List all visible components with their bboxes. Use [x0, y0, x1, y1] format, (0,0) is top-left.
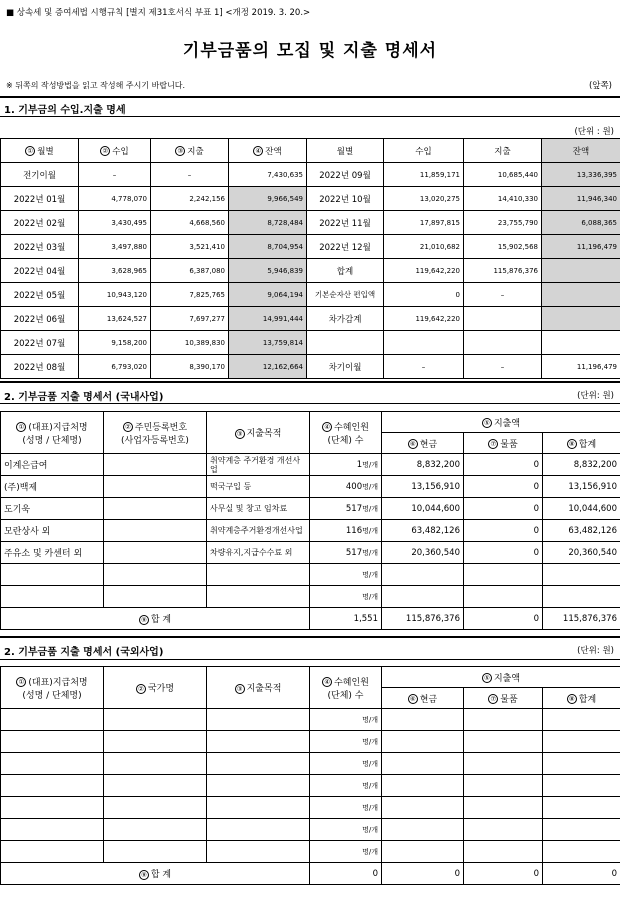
cash-cell	[382, 819, 464, 841]
total-sum: 115,876,376	[543, 608, 620, 630]
recipient-cell	[1, 731, 104, 753]
count-cell	[310, 819, 382, 841]
count-cell	[310, 797, 382, 819]
recipient-cell	[1, 709, 104, 731]
country-cell	[104, 841, 207, 863]
cash-cell	[382, 564, 464, 586]
total-label: ⑨ 합 계	[1, 608, 310, 630]
page-side-label: (앞쪽)	[588, 81, 612, 91]
goods-cell	[464, 709, 543, 731]
header-balance: ④ 잔액	[229, 139, 307, 163]
count-unit: 명/개	[362, 460, 378, 469]
total-cell: 13,156,910	[543, 476, 620, 498]
goods-cell	[464, 797, 543, 819]
total-cell	[543, 709, 620, 731]
country-cell	[104, 819, 207, 841]
cash-cell: 20,360,540	[382, 542, 464, 564]
header-total: ⑧ 합계	[543, 433, 620, 454]
purpose-cell: 차량유지,지급수수료 외	[207, 542, 310, 564]
balance-cell: 12,162,664	[229, 355, 307, 379]
income-cell: 119,642,220	[384, 259, 464, 283]
purpose-cell	[207, 753, 310, 775]
balance-cell: 11,946,340	[542, 187, 620, 211]
count-cell	[310, 775, 382, 797]
count-cell	[310, 564, 382, 586]
expense-cell: 115,876,376	[464, 259, 542, 283]
section-divider	[0, 636, 620, 638]
recipient-cell	[1, 564, 104, 586]
recipient-cell	[1, 797, 104, 819]
month-cell: 2022년 04월	[1, 259, 79, 283]
count-value: 517	[345, 503, 363, 514]
purpose-cell	[207, 731, 310, 753]
count-cell	[310, 586, 382, 608]
expense-cell	[464, 331, 542, 355]
section-divider	[0, 381, 620, 383]
balance-cell: 8,728,484	[229, 211, 307, 235]
expense-cell: 6,387,080	[151, 259, 229, 283]
table-row	[1, 775, 620, 797]
header-regno: ② 주민등록번호 (사업자등록번호)	[104, 412, 207, 454]
month-cell: 2022년 03월	[1, 235, 79, 259]
table-row	[1, 235, 620, 259]
table-row	[1, 753, 620, 775]
table-row	[1, 187, 620, 211]
cash-cell	[382, 841, 464, 863]
goods-cell	[464, 841, 543, 863]
count-unit: 명/개	[362, 570, 378, 579]
expense-cell: 3,521,410	[151, 235, 229, 259]
balance-cell: 13,759,814	[229, 331, 307, 355]
total-goods: 0	[464, 863, 543, 885]
domestic-expense-table	[0, 411, 620, 630]
purpose-cell	[207, 586, 310, 608]
income-cell: 6,793,020	[79, 355, 151, 379]
section2-unit: (단위: 원)	[577, 391, 614, 401]
table-row	[1, 564, 620, 586]
count-value: 1	[356, 459, 363, 470]
purpose-cell	[207, 797, 310, 819]
count-unit: 명/개	[362, 737, 378, 746]
purpose-cell	[207, 819, 310, 841]
month-cell: 2022년 09월	[307, 163, 384, 187]
count-cell	[310, 498, 382, 520]
income-cell: 119,642,220	[384, 307, 464, 331]
balance-cell: 11,196,479	[542, 235, 620, 259]
expense-cell: 2,242,156	[151, 187, 229, 211]
count-cell	[310, 753, 382, 775]
table-row	[1, 498, 620, 520]
cash-cell: 13,156,910	[382, 476, 464, 498]
expense-cell: –	[464, 355, 542, 379]
month-cell: 2022년 11월	[307, 211, 384, 235]
header-income: ② 수입	[79, 139, 151, 163]
regno-cell	[104, 542, 207, 564]
income-cell: 11,859,171	[384, 163, 464, 187]
total-cell	[543, 775, 620, 797]
instruction-note: ※ 뒤쪽의 작성방법을 읽고 작성해 주시기 바랍니다.	[6, 81, 186, 90]
recipient-cell: 주유소 및 카센터 외	[1, 542, 104, 564]
header-expense-2: 지출	[464, 139, 542, 163]
header-count: ④ 수혜인원 (단체) 수	[310, 412, 382, 454]
header-cash: ⑥ 현금	[382, 433, 464, 454]
regno-cell	[104, 586, 207, 608]
month-cell: 전기이월	[1, 163, 79, 187]
section2-heading: 2. 기부금품 지출 명세서 (국내사업)	[4, 392, 164, 403]
income-cell: 3,430,495	[79, 211, 151, 235]
regno-cell	[104, 520, 207, 542]
total-cell: 10,044,600	[543, 498, 620, 520]
cash-cell: 10,044,600	[382, 498, 464, 520]
header-count: ④ 수혜인원 (단체) 수	[310, 667, 382, 709]
header-goods: ⑦ 물품	[464, 433, 543, 454]
table-row	[1, 476, 620, 498]
recipient-cell	[1, 586, 104, 608]
section-divider	[0, 96, 620, 98]
recipient-cell: 도기욱	[1, 498, 104, 520]
expense-cell: 10,389,830	[151, 331, 229, 355]
month-cell: 2022년 07월	[1, 331, 79, 355]
balance-cell	[542, 259, 620, 283]
country-cell	[104, 731, 207, 753]
expense-cell: 23,755,790	[464, 211, 542, 235]
section3-heading: 2. 기부금품 지출 명세서 (국외사업)	[4, 647, 164, 658]
expense-cell: 7,697,277	[151, 307, 229, 331]
month-cell: 기본순자산 편입액	[307, 283, 384, 307]
form-reference: ■ 상속세 및 증여세법 시행규칙 [별지 제31호서식 부표 1] <개정 2019. 3. 20.>	[6, 8, 311, 18]
total-cash: 115,876,376	[382, 608, 464, 630]
expense-cell: 15,902,568	[464, 235, 542, 259]
cash-cell	[382, 753, 464, 775]
cash-cell	[382, 731, 464, 753]
regno-cell	[104, 564, 207, 586]
regno-cell	[104, 498, 207, 520]
total-cell: 20,360,540	[543, 542, 620, 564]
table-row	[1, 797, 620, 819]
count-value: 400	[345, 481, 363, 492]
header-purpose: ③ 지출목적	[207, 412, 310, 454]
count-unit: 명/개	[362, 715, 378, 724]
recipient-cell	[1, 819, 104, 841]
header-month-2: 월별	[307, 139, 384, 163]
purpose-cell	[207, 564, 310, 586]
balance-cell: 7,430,635	[229, 163, 307, 187]
recipient-cell	[1, 753, 104, 775]
recipient-cell: 이계은급여	[1, 454, 104, 476]
country-cell	[104, 775, 207, 797]
count-cell	[310, 841, 382, 863]
country-cell	[104, 753, 207, 775]
income-cell: 0	[384, 283, 464, 307]
goods-cell: 0	[464, 498, 543, 520]
purpose-cell	[207, 775, 310, 797]
regno-cell	[104, 454, 207, 476]
table-row	[1, 709, 620, 731]
count-cell	[310, 476, 382, 498]
total-cell	[543, 586, 620, 608]
count-cell	[310, 731, 382, 753]
section1-heading: 1. 기부금의 수입.지출 명세	[4, 105, 126, 116]
page-title: 기부금품의 모집 및 지출 명세서	[182, 41, 438, 61]
month-cell: 차기이월	[307, 355, 384, 379]
country-cell	[104, 797, 207, 819]
header-expense: ③ 지출	[151, 139, 229, 163]
goods-cell	[464, 753, 543, 775]
header-income-2: 수입	[384, 139, 464, 163]
table-row	[1, 283, 620, 307]
income-cell: 17,897,815	[384, 211, 464, 235]
balance-cell: 9,966,549	[229, 187, 307, 211]
total-count: 1,551	[310, 608, 382, 630]
month-cell	[307, 331, 384, 355]
expense-cell: –	[151, 163, 229, 187]
header-cash: ⑥ 현금	[382, 688, 464, 709]
month-cell: 2022년 02월	[1, 211, 79, 235]
expense-cell: 14,410,330	[464, 187, 542, 211]
total-sum: 0	[543, 863, 620, 885]
header-country: ② 국가명	[104, 667, 207, 709]
cash-cell	[382, 709, 464, 731]
section-divider	[0, 403, 620, 404]
balance-cell: 9,064,194	[229, 283, 307, 307]
goods-cell	[464, 775, 543, 797]
total-cell	[543, 731, 620, 753]
section-divider	[0, 116, 620, 117]
header-balance-2: 잔액	[542, 139, 620, 163]
cash-cell	[382, 775, 464, 797]
count-value: 116	[345, 525, 363, 536]
table-row	[1, 542, 620, 564]
count-cell	[310, 454, 382, 476]
count-unit: 명/개	[362, 847, 378, 856]
balance-cell: 13,336,395	[542, 163, 620, 187]
count-unit: 명/개	[362, 803, 378, 812]
income-expense-table	[0, 138, 620, 379]
table-row	[1, 163, 620, 187]
goods-cell: 0	[464, 476, 543, 498]
table-row	[1, 259, 620, 283]
total-count: 0	[310, 863, 382, 885]
month-cell: 2022년 12월	[307, 235, 384, 259]
header-recipient: ① (대표)지급처명 (성명 / 단체명)	[1, 412, 104, 454]
month-cell: 2022년 05월	[1, 283, 79, 307]
purpose-cell: 취약계층주거환경개선사업	[207, 520, 310, 542]
table-row	[1, 331, 620, 355]
table-row	[1, 454, 620, 476]
table-row	[1, 355, 620, 379]
total-cash: 0	[382, 863, 464, 885]
total-cell	[543, 797, 620, 819]
income-cell: –	[79, 163, 151, 187]
expense-cell: 8,390,170	[151, 355, 229, 379]
count-unit: 명/개	[362, 504, 378, 513]
income-cell: –	[384, 355, 464, 379]
recipient-cell: (주)백제	[1, 476, 104, 498]
header-month: ① 월별	[1, 139, 79, 163]
expense-cell: 7,825,765	[151, 283, 229, 307]
goods-cell	[464, 586, 543, 608]
purpose-cell	[207, 841, 310, 863]
total-cell: 63,482,126	[543, 520, 620, 542]
goods-cell	[464, 731, 543, 753]
total-cell	[543, 564, 620, 586]
goods-cell: 0	[464, 542, 543, 564]
count-unit: 명/개	[362, 526, 378, 535]
table-row	[1, 211, 620, 235]
total-label: ⑨ 합 계	[1, 863, 310, 885]
regno-cell	[104, 476, 207, 498]
section-divider	[0, 659, 620, 660]
table-row	[1, 520, 620, 542]
income-cell: 21,010,682	[384, 235, 464, 259]
purpose-cell	[207, 709, 310, 731]
goods-cell: 0	[464, 520, 543, 542]
total-goods: 0	[464, 608, 543, 630]
recipient-cell: 모란상사 외	[1, 520, 104, 542]
total-cell: 8,832,200	[543, 454, 620, 476]
total-cell	[543, 819, 620, 841]
goods-cell	[464, 564, 543, 586]
header-total: ⑧ 합계	[543, 688, 620, 709]
income-cell: 9,158,200	[79, 331, 151, 355]
count-unit: 명/개	[362, 592, 378, 601]
balance-cell: 5,946,839	[229, 259, 307, 283]
income-cell: 13,624,527	[79, 307, 151, 331]
expense-cell: 10,685,440	[464, 163, 542, 187]
header-goods: ⑦ 물품	[464, 688, 543, 709]
total-cell	[543, 753, 620, 775]
count-unit: 명/개	[362, 825, 378, 834]
header-purpose: ③ 지출목적	[207, 667, 310, 709]
income-cell: 3,628,965	[79, 259, 151, 283]
header-recipient: ① (대표)지급처명 (성명 / 단체명)	[1, 667, 104, 709]
balance-cell: 8,704,954	[229, 235, 307, 259]
month-cell: 합계	[307, 259, 384, 283]
income-cell: 3,497,880	[79, 235, 151, 259]
header-amount: ⑤ 지출액	[382, 412, 620, 433]
balance-cell	[542, 307, 620, 331]
goods-cell: 0	[464, 454, 543, 476]
recipient-cell	[1, 775, 104, 797]
count-cell	[310, 542, 382, 564]
month-cell: 2022년 06월	[1, 307, 79, 331]
balance-cell: 14,991,444	[229, 307, 307, 331]
expense-cell	[464, 307, 542, 331]
table-row	[1, 731, 620, 753]
income-cell	[384, 331, 464, 355]
balance-cell: 11,196,479	[542, 355, 620, 379]
income-cell: 10,943,120	[79, 283, 151, 307]
table-row	[1, 819, 620, 841]
month-cell: 차가감계	[307, 307, 384, 331]
cash-cell: 63,482,126	[382, 520, 464, 542]
country-cell	[104, 709, 207, 731]
goods-cell	[464, 819, 543, 841]
header-amount: ⑤ 지출액	[382, 667, 620, 688]
balance-cell	[542, 283, 620, 307]
table-row	[1, 841, 620, 863]
balance-cell	[542, 331, 620, 355]
table-row	[1, 586, 620, 608]
total-cell	[543, 841, 620, 863]
income-cell: 4,778,070	[79, 187, 151, 211]
count-unit: 명/개	[362, 482, 378, 491]
expense-cell: 4,668,560	[151, 211, 229, 235]
month-cell: 2022년 01월	[1, 187, 79, 211]
count-unit: 명/개	[362, 759, 378, 768]
count-unit: 명/개	[362, 781, 378, 790]
cash-cell	[382, 797, 464, 819]
table-row	[1, 307, 620, 331]
section1-unit: (단위 : 원)	[574, 127, 614, 137]
section3-unit: (단위: 원)	[577, 646, 614, 656]
overseas-expense-table	[0, 666, 620, 885]
month-cell: 2022년 10월	[307, 187, 384, 211]
balance-cell: 6,088,365	[542, 211, 620, 235]
expense-cell: –	[464, 283, 542, 307]
count-unit: 명/개	[362, 548, 378, 557]
cash-cell: 8,832,200	[382, 454, 464, 476]
count-cell	[310, 709, 382, 731]
count-cell	[310, 520, 382, 542]
income-cell: 13,020,275	[384, 187, 464, 211]
purpose-cell: 떡국구입 등	[207, 476, 310, 498]
purpose-cell: 사무실 및 창고 임차료	[207, 498, 310, 520]
month-cell: 2022년 08월	[1, 355, 79, 379]
purpose-cell: 취약계층 주거환경 개선사업	[207, 454, 310, 476]
recipient-cell	[1, 841, 104, 863]
cash-cell	[382, 586, 464, 608]
count-value: 517	[345, 547, 363, 558]
